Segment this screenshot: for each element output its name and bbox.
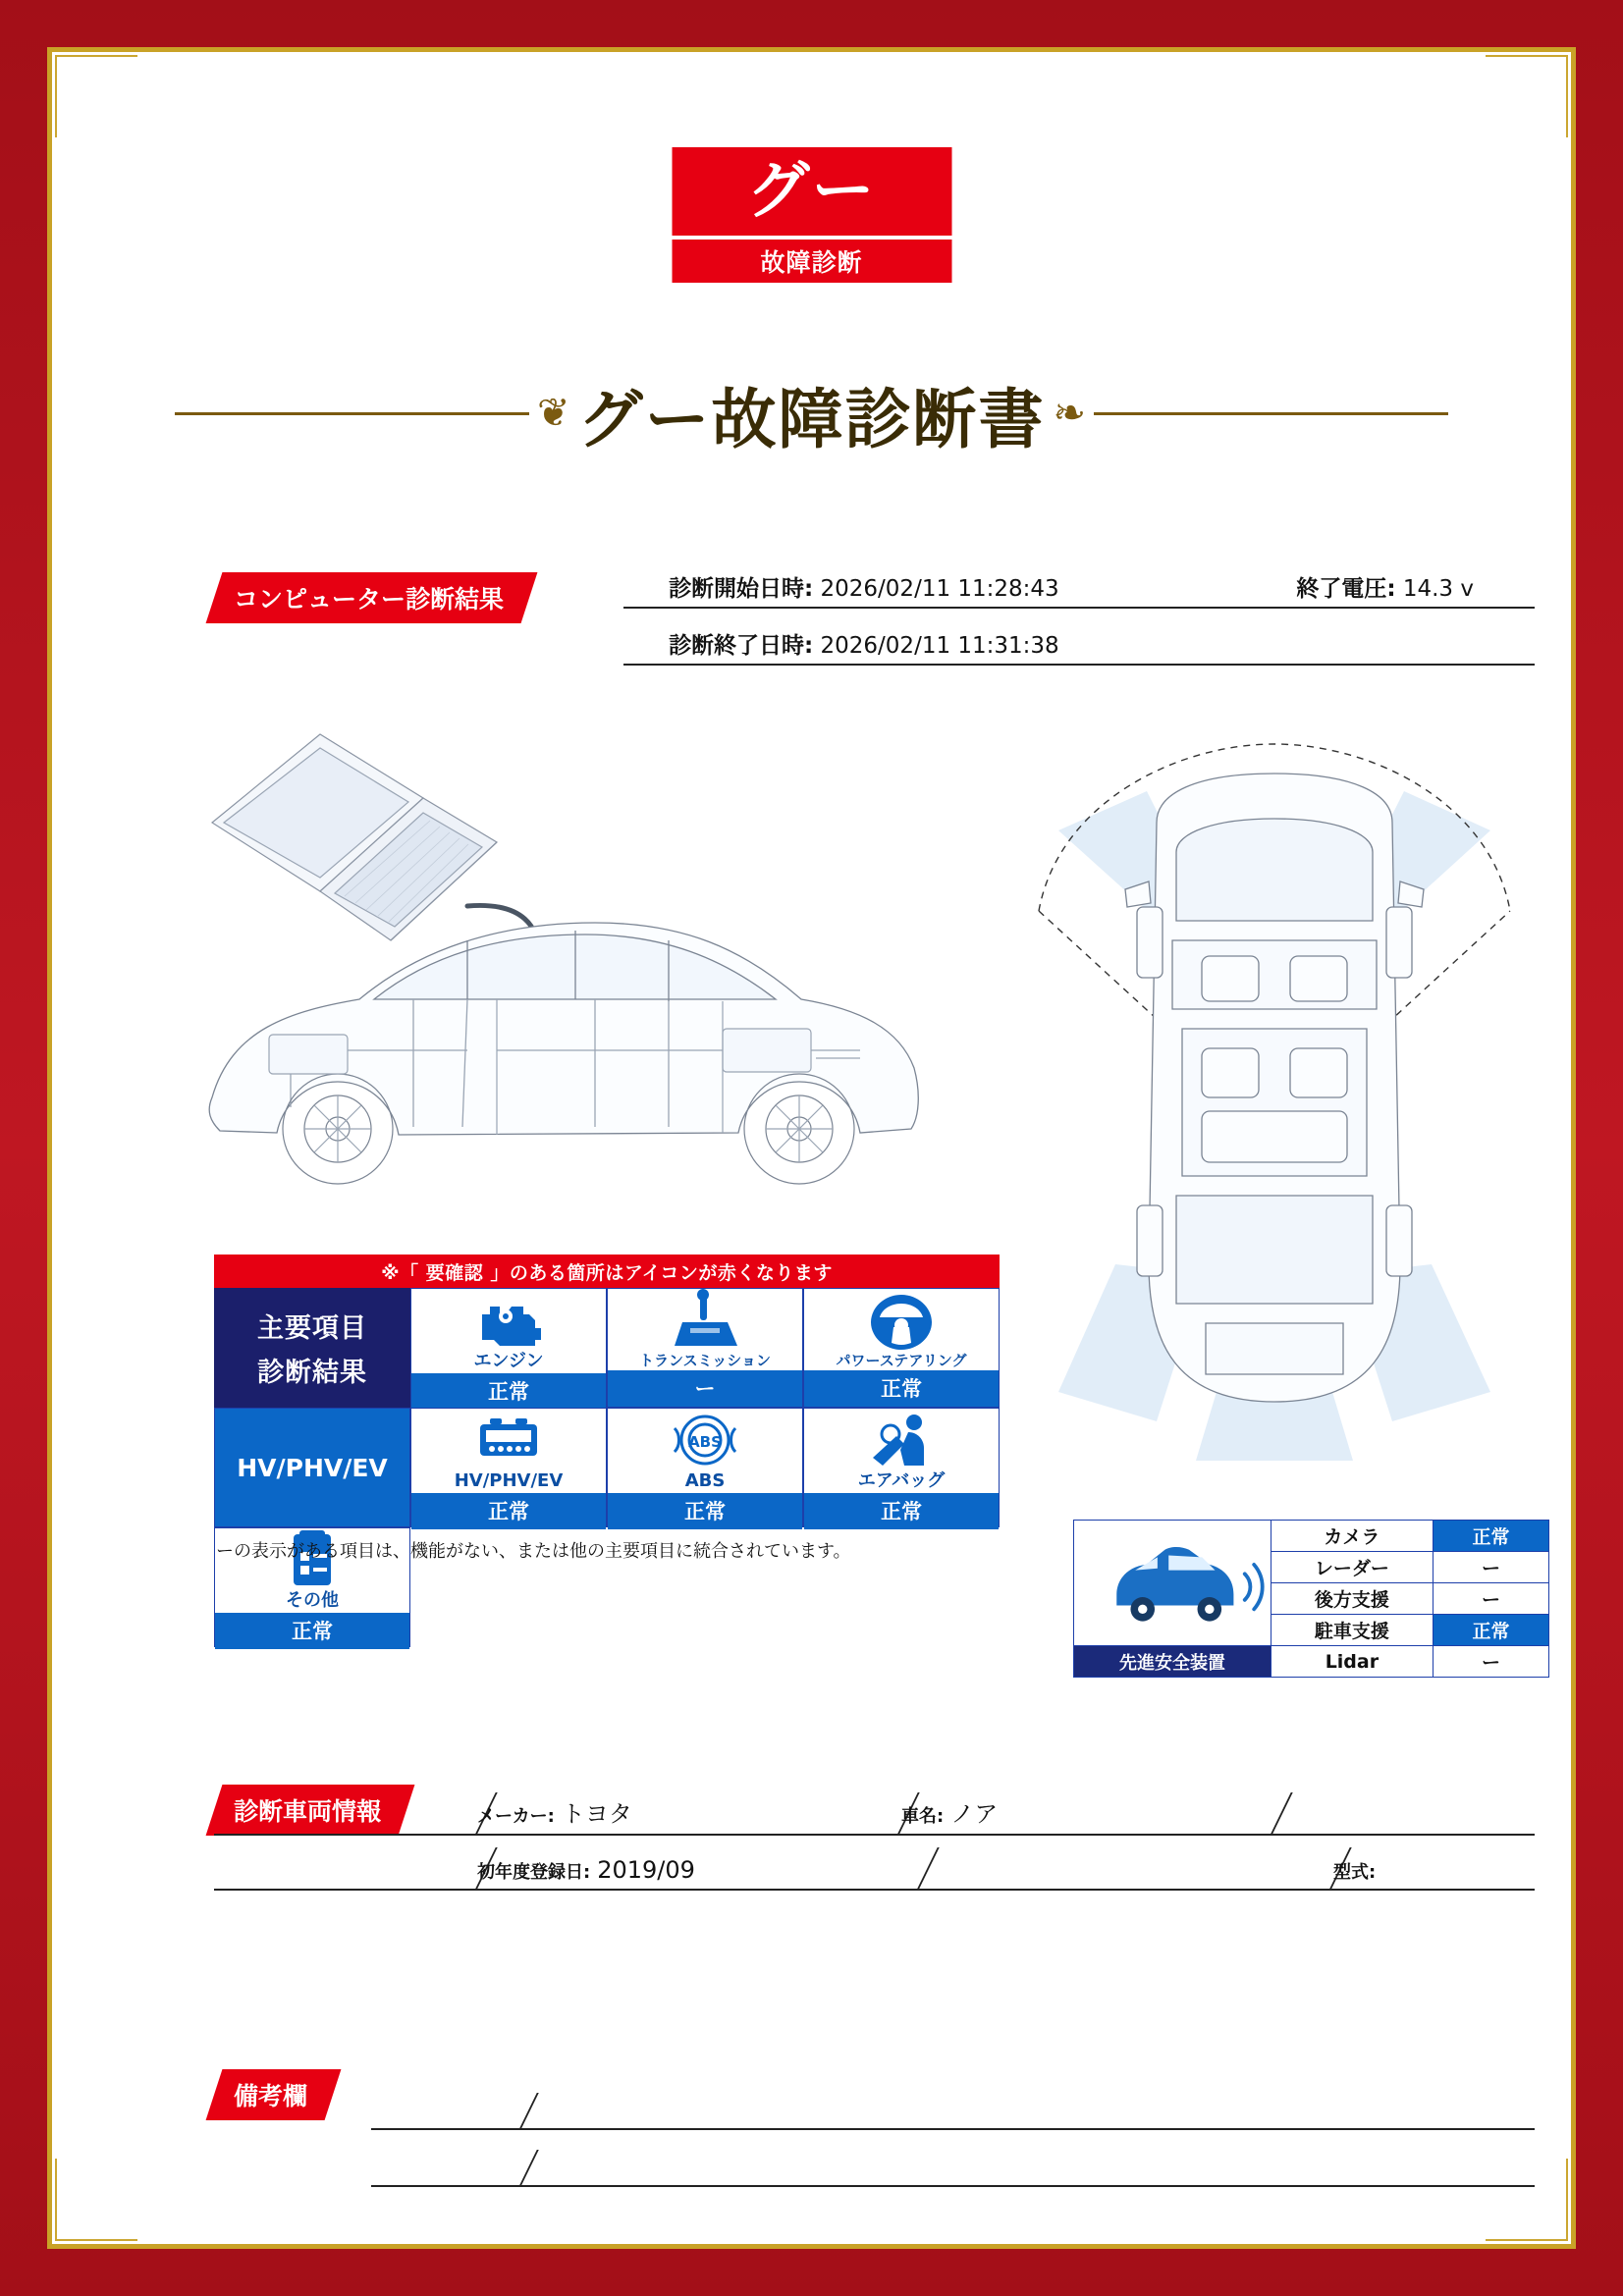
vehicle-type-label: 型式: bbox=[1333, 1862, 1377, 1883]
item-airbag-name: エアバッグ bbox=[857, 1470, 946, 1491]
diagnosis-end-row bbox=[661, 624, 1535, 666]
adas-row-name: Lidar bbox=[1271, 1646, 1433, 1678]
adas-row-name: 後方支援 bbox=[1271, 1583, 1433, 1615]
main-items-note: ※「 要確認 」のある箇所はアイコンが赤くなります bbox=[214, 1255, 1000, 1288]
adas-row-name: レーダー bbox=[1271, 1552, 1433, 1583]
main-items-grid bbox=[214, 1288, 1000, 1647]
item-transmission-name: トランスミッション bbox=[639, 1351, 771, 1369]
item-hv-name: HV/PHV/EV bbox=[454, 1470, 564, 1491]
item-engine-name: エンジン bbox=[473, 1351, 544, 1371]
rule bbox=[623, 664, 1535, 666]
hv-title-text: HV/PHV/EV bbox=[237, 1453, 388, 1482]
adas-row-name: 駐車支援 bbox=[1271, 1615, 1433, 1646]
section-label-text: 診断車両情報 bbox=[234, 1797, 382, 1826]
vehicle-maker-value: トヨタ bbox=[561, 1800, 632, 1828]
vehicle-row-2 bbox=[214, 1840, 1535, 1891]
computer-diagnosis-section bbox=[214, 567, 1535, 685]
adas-row-name: カメラ bbox=[1271, 1521, 1433, 1552]
engine-icon bbox=[411, 1289, 606, 1352]
sensor-coverage-illustration bbox=[1000, 715, 1549, 1500]
diagnosis-start-label: 診断開始日時: bbox=[669, 576, 814, 602]
item-transmission bbox=[607, 1288, 803, 1408]
adas-table bbox=[1073, 1520, 1549, 1678]
item-engine bbox=[410, 1288, 607, 1408]
vehicle-first-registration-value: 2019/09 bbox=[597, 1856, 695, 1884]
section-label-computer-diagnosis bbox=[214, 572, 529, 623]
vehicle-maker bbox=[477, 1794, 632, 1829]
item-airbag-status: 正常 bbox=[804, 1493, 999, 1529]
remarks-section bbox=[214, 2069, 1535, 2216]
vehicle-model bbox=[901, 1794, 998, 1829]
item-hv-status: 正常 bbox=[411, 1493, 606, 1529]
remarks-line-1 bbox=[371, 2128, 1535, 2130]
logo-mark bbox=[672, 147, 951, 236]
item-other-status: 正常 bbox=[215, 1613, 409, 1649]
diagnosis-start-value: 2026/02/11 11:28:43 bbox=[820, 576, 1059, 602]
logo-subtitle: 故障診断 bbox=[672, 240, 951, 283]
document-title: グー故障診断書 bbox=[577, 381, 1046, 457]
rule bbox=[214, 1889, 1535, 1891]
item-airbag bbox=[803, 1408, 1000, 1527]
main-items-header-line1: 主要項目 bbox=[257, 1313, 367, 1344]
adas-car-icon bbox=[1074, 1521, 1271, 1646]
item-transmission-status: ー bbox=[608, 1370, 802, 1407]
adas-section-label: 先進安全装置 bbox=[1074, 1646, 1271, 1678]
end-voltage-value: 14.3 v bbox=[1402, 576, 1474, 602]
main-items-footnote: ーの表示がある項目は、機能がない、または他の主要項目に統合されています。 bbox=[216, 1541, 851, 1562]
vehicle-first-registration-label: 初年度登録日: bbox=[477, 1862, 591, 1883]
adas-row-value: ー bbox=[1433, 1583, 1548, 1615]
section-label-remarks bbox=[214, 2069, 333, 2120]
vehicle-type bbox=[1333, 1856, 1376, 1884]
vehicle-model-value: ノア bbox=[950, 1800, 999, 1828]
battery-icon bbox=[411, 1409, 606, 1471]
rule bbox=[623, 607, 1535, 609]
table-row bbox=[1074, 1646, 1549, 1678]
page-title bbox=[175, 369, 1448, 457]
adas-row-value: 正常 bbox=[1433, 1615, 1548, 1646]
diagnosis-start-row bbox=[661, 567, 1535, 609]
document-body bbox=[57, 57, 1566, 2239]
adas-row-value: 正常 bbox=[1433, 1521, 1548, 1552]
hv-title-cell bbox=[214, 1408, 410, 1527]
vehicle-maker-label: メーカー: bbox=[477, 1806, 555, 1827]
item-abs-status: 正常 bbox=[608, 1493, 802, 1529]
section-label-text: コンピューター診断結果 bbox=[234, 585, 505, 614]
item-other-name: その他 bbox=[286, 1590, 339, 1611]
item-power-steering-name: パワーステアリング bbox=[836, 1351, 967, 1369]
rule-sep bbox=[891, 1847, 939, 1891]
vehicle-info-section bbox=[214, 1785, 1535, 1912]
airbag-icon bbox=[804, 1409, 999, 1471]
diagnosis-end-label: 診断終了日時: bbox=[669, 633, 814, 659]
steering-icon bbox=[804, 1289, 999, 1353]
vehicle-row-1 bbox=[214, 1785, 1535, 1836]
diagnosis-end-value: 2026/02/11 11:31:38 bbox=[820, 633, 1059, 659]
remarks-line-2 bbox=[371, 2185, 1535, 2187]
vehicle-model-label: 車名: bbox=[901, 1806, 945, 1827]
end-voltage-label: 終了電圧: bbox=[1296, 576, 1396, 602]
abs-icon bbox=[608, 1409, 802, 1471]
flourish-icon: ❦ bbox=[536, 391, 570, 436]
table-row bbox=[1074, 1521, 1549, 1552]
rule-sep bbox=[1244, 1792, 1292, 1836]
svg-text:ABS: ABS bbox=[688, 1433, 722, 1451]
section-label-text: 備考欄 bbox=[234, 2082, 308, 2110]
item-power-steering bbox=[803, 1288, 1000, 1408]
main-items-header-line2: 診断結果 bbox=[257, 1358, 367, 1388]
diagnosis-end bbox=[669, 627, 1059, 660]
adas-row-value: ー bbox=[1433, 1552, 1548, 1583]
logo-char: グー bbox=[746, 155, 877, 228]
item-hv bbox=[410, 1408, 607, 1527]
diagnostic-laptop-car-illustration bbox=[173, 705, 958, 1215]
flourish-icon: ❧ bbox=[1053, 391, 1087, 436]
end-voltage bbox=[1296, 570, 1474, 603]
diagnosis-start bbox=[669, 570, 1059, 603]
item-abs-name: ABS bbox=[684, 1470, 726, 1491]
brand-logo bbox=[672, 147, 951, 283]
item-abs bbox=[607, 1408, 803, 1527]
title-rule-left bbox=[175, 412, 529, 415]
adas-row-value: ー bbox=[1433, 1646, 1548, 1678]
title-rule-right bbox=[1094, 412, 1448, 415]
vehicle-first-registration bbox=[477, 1856, 695, 1884]
transmission-icon bbox=[608, 1289, 802, 1353]
main-items-header bbox=[214, 1288, 410, 1408]
item-power-steering-status: 正常 bbox=[804, 1370, 999, 1407]
item-engine-status: 正常 bbox=[411, 1373, 606, 1410]
